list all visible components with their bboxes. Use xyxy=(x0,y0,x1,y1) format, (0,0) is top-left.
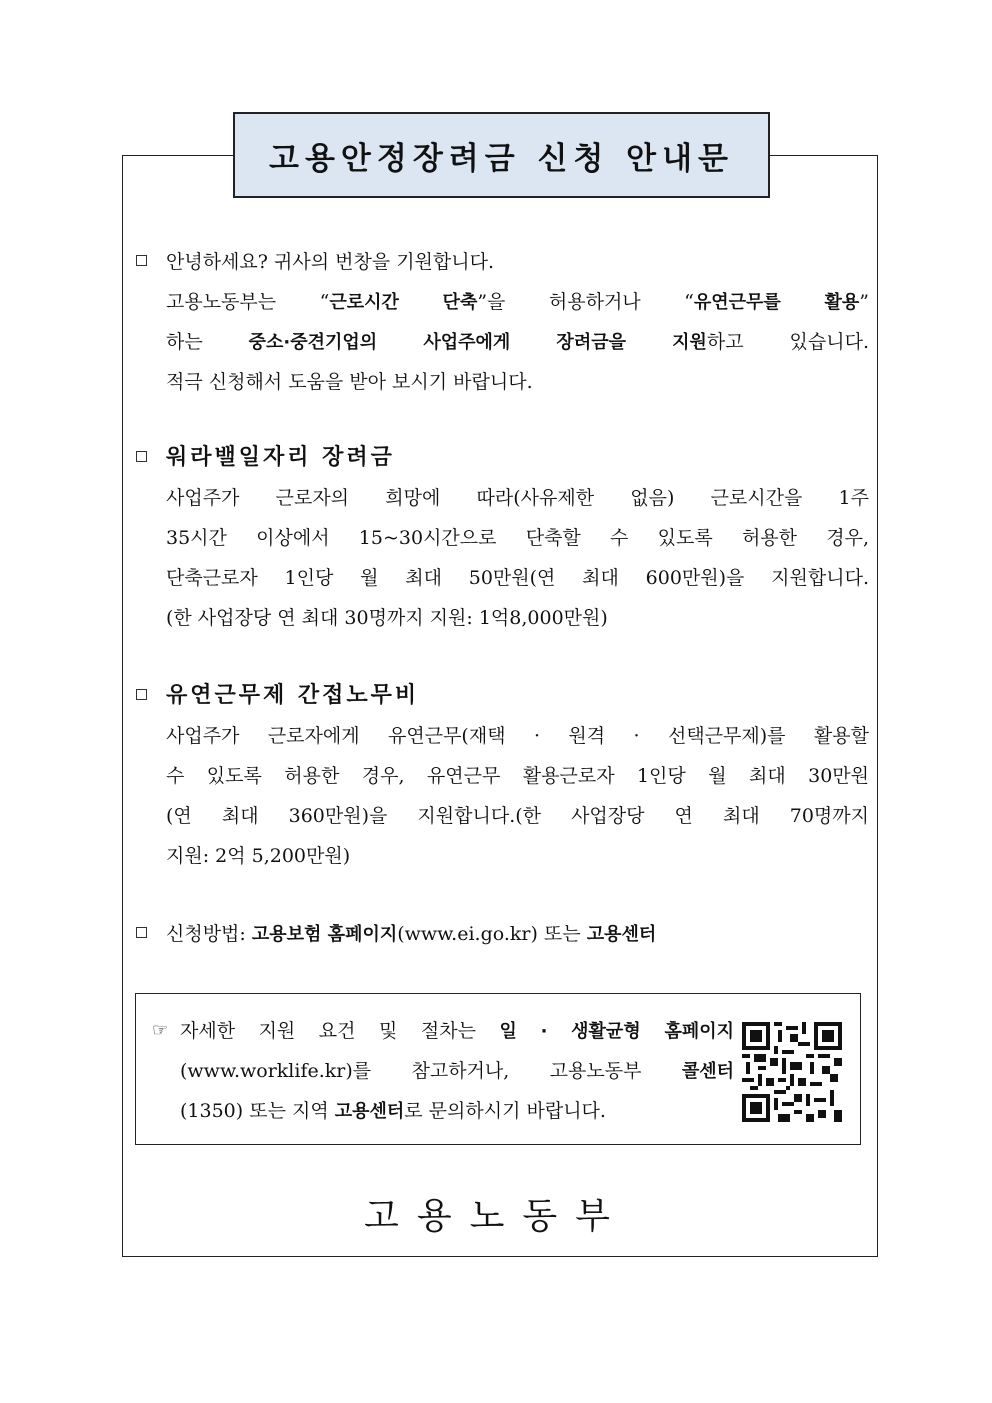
flexible-line-3: (연 최대 360만원)을 지원합니다.(한 사업장당 연 최대 70명까지 xyxy=(166,805,869,827)
flexible-line-2: 수 있도록 허용한 경우, 유연근무 활용근로자 1인당 월 최대 30만원 xyxy=(166,765,869,787)
info-box xyxy=(135,993,861,1145)
flexible-heading-line xyxy=(166,676,869,716)
checkbox-bullet-icon xyxy=(136,927,147,938)
worklife-line-2: 35시간 이상에서 15~30시간으로 단축할 수 있도록 허용한 경우, xyxy=(166,527,869,549)
intro-line-3: 하는 중소·중견기업의 사업주에게 장려금을 지원하고 있습니다. xyxy=(166,331,869,353)
apply-section xyxy=(136,914,869,954)
worklife-line-1: 사업주가 근로자의 희망에 따라(사유제한 없음) 근로시간을 1주 xyxy=(166,487,869,509)
flexible-section xyxy=(136,676,869,876)
flexible-line-4: 지원: 2억 5,200만원) xyxy=(166,845,351,867)
checkbox-bullet-icon xyxy=(136,689,147,700)
checkbox-bullet-icon xyxy=(136,451,147,462)
worklife-heading-line xyxy=(166,438,869,478)
info-line-2: (www.worklife.kr)를 참고하거나, 고용노동부 콜센터 xyxy=(180,1060,734,1082)
qr-code-icon[interactable] xyxy=(740,1022,844,1122)
flexible-heading: 유연근무제 간접노무비 xyxy=(166,683,420,708)
intro-line-1: 안녕하세요? 귀사의 번창을 기원합니다. xyxy=(166,242,869,282)
apply-line: 신청방법: 고용보험 홈페이지(www.ei.go.kr) 또는 고용센터 xyxy=(166,914,869,954)
info-line-1: ☞ 자세한 지원 요건 및 절차는 일 · 생활균형 홈페이지 xyxy=(144,1011,734,1051)
worklife-line-4: (한 사업장당 연 최대 30명까지 지원: 1억8,000만원) xyxy=(166,607,608,629)
info-line-3: (1350) 또는 지역 고용센터로 문의하시기 바랍니다. xyxy=(180,1100,606,1122)
pointing-hand-icon: ☞ xyxy=(152,1020,169,1041)
intro-line-4: 적극 신청해서 도움을 받아 보시기 바랍니다. xyxy=(166,371,533,393)
flexible-line-1: 사업주가 근로자에게 유연근무(재택 · 원격 · 선택근무제)를 활용할 xyxy=(166,725,869,747)
worklife-section xyxy=(136,438,869,638)
checkbox-bullet-icon xyxy=(136,255,147,266)
worklife-line-3: 단축근로자 1인당 월 최대 50만원(연 최대 600만원)을 지원합니다. xyxy=(166,567,869,589)
worklife-heading: 워라밸일자리 장려금 xyxy=(166,445,395,470)
intro-section xyxy=(136,242,869,402)
ministry-footer: 고용노동부 xyxy=(364,1196,628,1237)
page-title: 고용안정장려금 신청 안내문 xyxy=(269,140,734,177)
intro-line-2: 고용노동부는 “근로시간 단축”을 허용하거나 “유연근무를 활용” xyxy=(166,291,869,313)
info-text xyxy=(144,1011,734,1131)
title-box xyxy=(233,112,770,198)
